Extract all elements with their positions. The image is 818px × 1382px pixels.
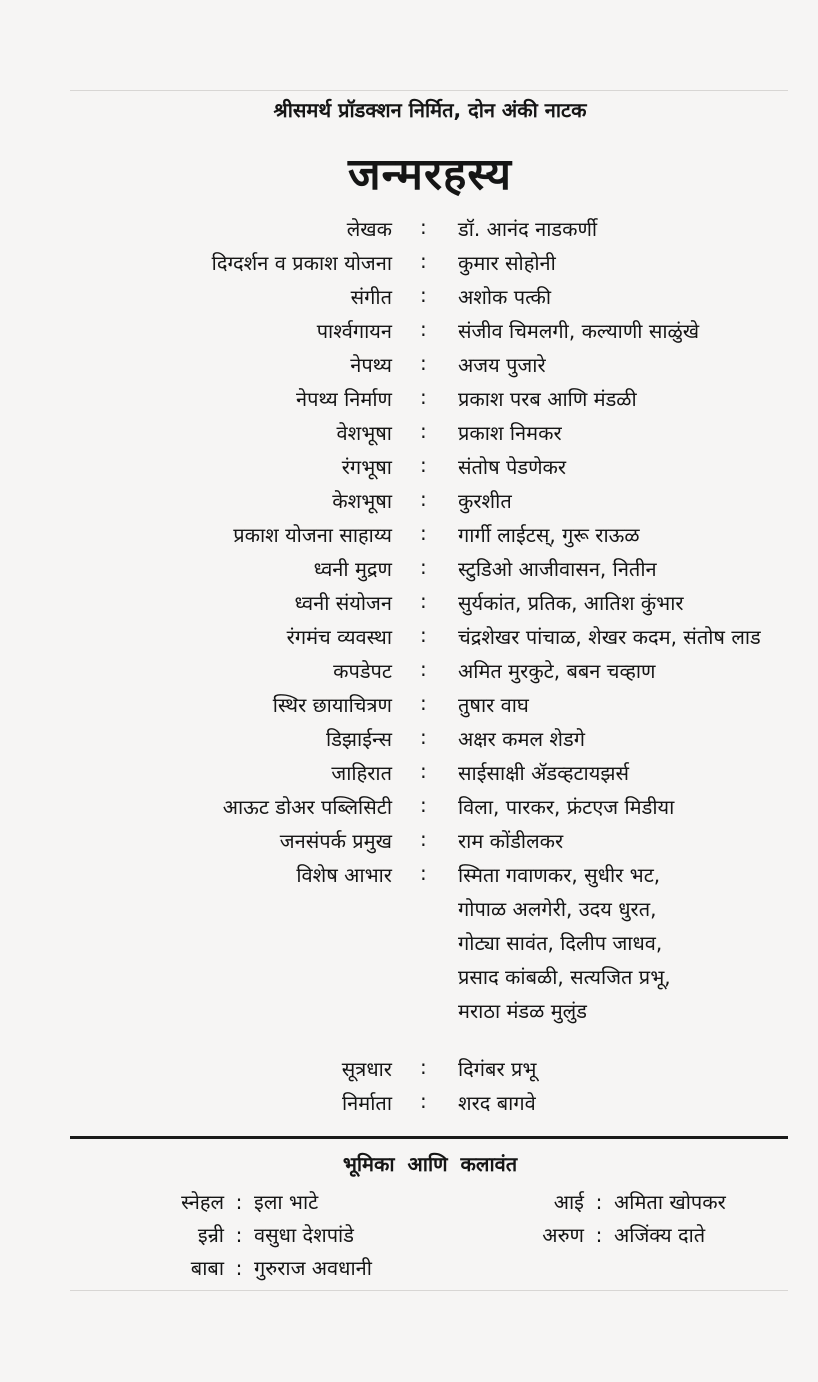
- credit-row: [0, 555, 818, 589]
- credit-separator: :: [420, 589, 427, 613]
- credit-name: दिगंबर प्रभू: [458, 1057, 537, 1081]
- credit-row: [0, 725, 818, 759]
- credit-role: पार्श्वगायन: [316, 319, 392, 343]
- credit-row: [0, 759, 818, 793]
- acknowledgement-line: प्रसाद कांबळी, सत्यजित प्रभू,: [458, 965, 671, 989]
- credit-role: जनसंपर्क प्रमुख: [279, 829, 392, 853]
- cast-heading: भूमिका आणि कलावंत: [342, 1152, 518, 1176]
- cast-actor: इला भाटे: [254, 1190, 319, 1214]
- cast-character: बाबा: [190, 1256, 224, 1280]
- cast-actor: वसुधा देशपांडे: [254, 1223, 354, 1247]
- cast-entry: [150, 1221, 354, 1248]
- credit-name: डॉ. आनंद नाडकर्णी: [458, 217, 598, 241]
- acknowledgement-line: गोट्या सावंत, दिलीप जाधव,: [458, 931, 663, 955]
- credit-name: साईसाक्षी ॲडव्हटायझर्स: [458, 761, 629, 785]
- credit-role: जाहिरात: [331, 761, 392, 785]
- play-title: जन्मरहस्य: [348, 149, 512, 200]
- credit-name: प्रकाश निमकर: [458, 421, 562, 445]
- credit-row: [0, 283, 818, 317]
- credit-separator: :: [420, 1089, 427, 1113]
- credit-separator: :: [420, 657, 427, 681]
- credit-separator: :: [420, 555, 427, 579]
- cast-actor: अमिता खोपकर: [614, 1190, 726, 1214]
- cast-separator: :: [595, 1223, 603, 1247]
- credit-row: [0, 249, 818, 283]
- credit-name: प्रकाश परब आणि मंडळी: [458, 387, 637, 411]
- top-faint-rule: [70, 90, 788, 91]
- credit-role: निर्माता: [342, 1091, 392, 1115]
- credit-separator: :: [420, 385, 427, 409]
- credit-name: राम कोंडीलकर: [458, 829, 564, 853]
- credit-role: केशभूषा: [332, 489, 392, 513]
- credit-separator: :: [420, 725, 427, 749]
- credit-row: [0, 827, 818, 861]
- credit-role: दिग्दर्शन व प्रकाश योजना: [211, 251, 392, 275]
- credit-row: [0, 521, 818, 555]
- cast-character: अरुण: [542, 1223, 584, 1247]
- cast-entry: [520, 1188, 726, 1215]
- credit-name: गार्गी लाईटस्, गुरू राऊळ: [458, 523, 640, 547]
- cast-character: आई: [553, 1190, 584, 1214]
- acknowledgement-line: गोपाळ अलगेरी, उदय धुरत,: [458, 897, 657, 921]
- credit-row: [0, 793, 818, 827]
- credit-row: [0, 351, 818, 385]
- credit-row: [0, 317, 818, 351]
- credit-role: ध्वनी मुद्रण: [313, 557, 392, 581]
- cast-separator: :: [235, 1256, 243, 1280]
- credit-separator: :: [420, 793, 427, 817]
- credit-name: विला, पारकर, फ्रंटएज मिडीया: [458, 795, 675, 819]
- credit-role: प्रकाश योजना साहाय्य: [233, 523, 392, 547]
- cast-actor: अजिंक्य दाते: [614, 1223, 706, 1247]
- credit-name: संजीव चिमलगी, कल्याणी साळुंखे: [458, 319, 700, 343]
- credit-name: स्टुडिओ आजीवासन, नितीन: [458, 557, 657, 581]
- credit-row: [0, 623, 818, 657]
- cast-character: स्नेहल: [181, 1190, 224, 1214]
- credit-role: रंगमंच व्यवस्था: [286, 625, 392, 649]
- credit-role: नेपथ्य निर्माण: [295, 387, 392, 411]
- cast-separator: :: [595, 1190, 603, 1214]
- credit-name: कुमार सोहोनी: [458, 251, 556, 275]
- credit-separator: :: [420, 827, 427, 851]
- credit-name: कुरशीत: [458, 489, 512, 513]
- bottom-faint-rule: [70, 1290, 788, 1291]
- cast-character: इन्री: [197, 1223, 224, 1247]
- credit-role: विशेष आभार: [296, 863, 392, 887]
- credit-name: शरद बागवे: [458, 1091, 536, 1115]
- credit-row: [0, 385, 818, 419]
- credit-separator: :: [420, 487, 427, 511]
- credit-row: [0, 861, 818, 895]
- credit-row: [0, 1055, 818, 1089]
- credit-row: [0, 215, 818, 249]
- credit-name: सुर्यकांत, प्रतिक, आतिश कुंभार: [458, 591, 684, 615]
- cast-separator: :: [235, 1190, 243, 1214]
- cast-entry: [150, 1188, 318, 1215]
- credit-row: [0, 657, 818, 691]
- credit-separator: :: [420, 1055, 427, 1079]
- credit-separator: :: [420, 861, 427, 885]
- credit-name: अशोक पत्की: [458, 285, 552, 309]
- credit-role: रंगभूषा: [341, 455, 392, 479]
- cast-entry: [150, 1254, 372, 1281]
- credit-row: [0, 487, 818, 521]
- credit-row: [0, 691, 818, 725]
- credit-role: नेपथ्य: [350, 353, 392, 377]
- production-subtitle: श्रीसमर्थ प्रॉडक्शन निर्मित, दोन अंकी नाटक: [273, 98, 587, 122]
- credit-name: तुषार वाघ: [458, 693, 529, 717]
- credit-separator: :: [420, 351, 427, 375]
- credit-name: संतोष पेडणेकर: [458, 455, 567, 479]
- cast-separator: :: [235, 1223, 243, 1247]
- credit-name: चंद्रशेखर पांचाळ, शेखर कदम, संतोष लाड: [458, 625, 761, 649]
- credit-row: [0, 1089, 818, 1123]
- credit-separator: :: [420, 521, 427, 545]
- section-divider: [70, 1136, 788, 1139]
- credit-separator: :: [420, 317, 427, 341]
- credit-name: अक्षर कमल शेडगे: [458, 727, 585, 751]
- credit-role: संगीत: [350, 285, 392, 309]
- credit-name: स्मिता गवाणकर, सुधीर भट,: [458, 863, 661, 887]
- cast-actor: गुरुराज अवधानी: [254, 1256, 372, 1280]
- credit-separator: :: [420, 623, 427, 647]
- credit-separator: :: [420, 691, 427, 715]
- credit-role: आऊट डोअर पब्लिसिटी: [222, 795, 392, 819]
- credit-row: [0, 453, 818, 487]
- credit-separator: :: [420, 759, 427, 783]
- credit-role: स्थिर छायाचित्रण: [272, 693, 392, 717]
- acknowledgement-line: मराठा मंडळ मुलुंड: [458, 999, 587, 1023]
- credit-role: लेखक: [346, 217, 392, 241]
- credit-separator: :: [420, 453, 427, 477]
- credit-name: अजय पुजारे: [458, 353, 546, 377]
- credit-role: सूत्रधार: [341, 1057, 392, 1081]
- credit-row: [0, 589, 818, 623]
- credit-separator: :: [420, 419, 427, 443]
- credit-role: वेशभूषा: [336, 421, 392, 445]
- credit-separator: :: [420, 283, 427, 307]
- credit-name: अमित मुरकुटे, बबन चव्हाण: [458, 659, 656, 683]
- credit-role: डिझाईन्स: [326, 727, 392, 751]
- credit-row: [0, 419, 818, 453]
- credit-role: ध्वनी संयोजन: [294, 591, 392, 615]
- credit-separator: :: [420, 215, 427, 239]
- credit-role: कपडेपट: [333, 659, 392, 683]
- cast-entry: [520, 1221, 705, 1248]
- credit-separator: :: [420, 249, 427, 273]
